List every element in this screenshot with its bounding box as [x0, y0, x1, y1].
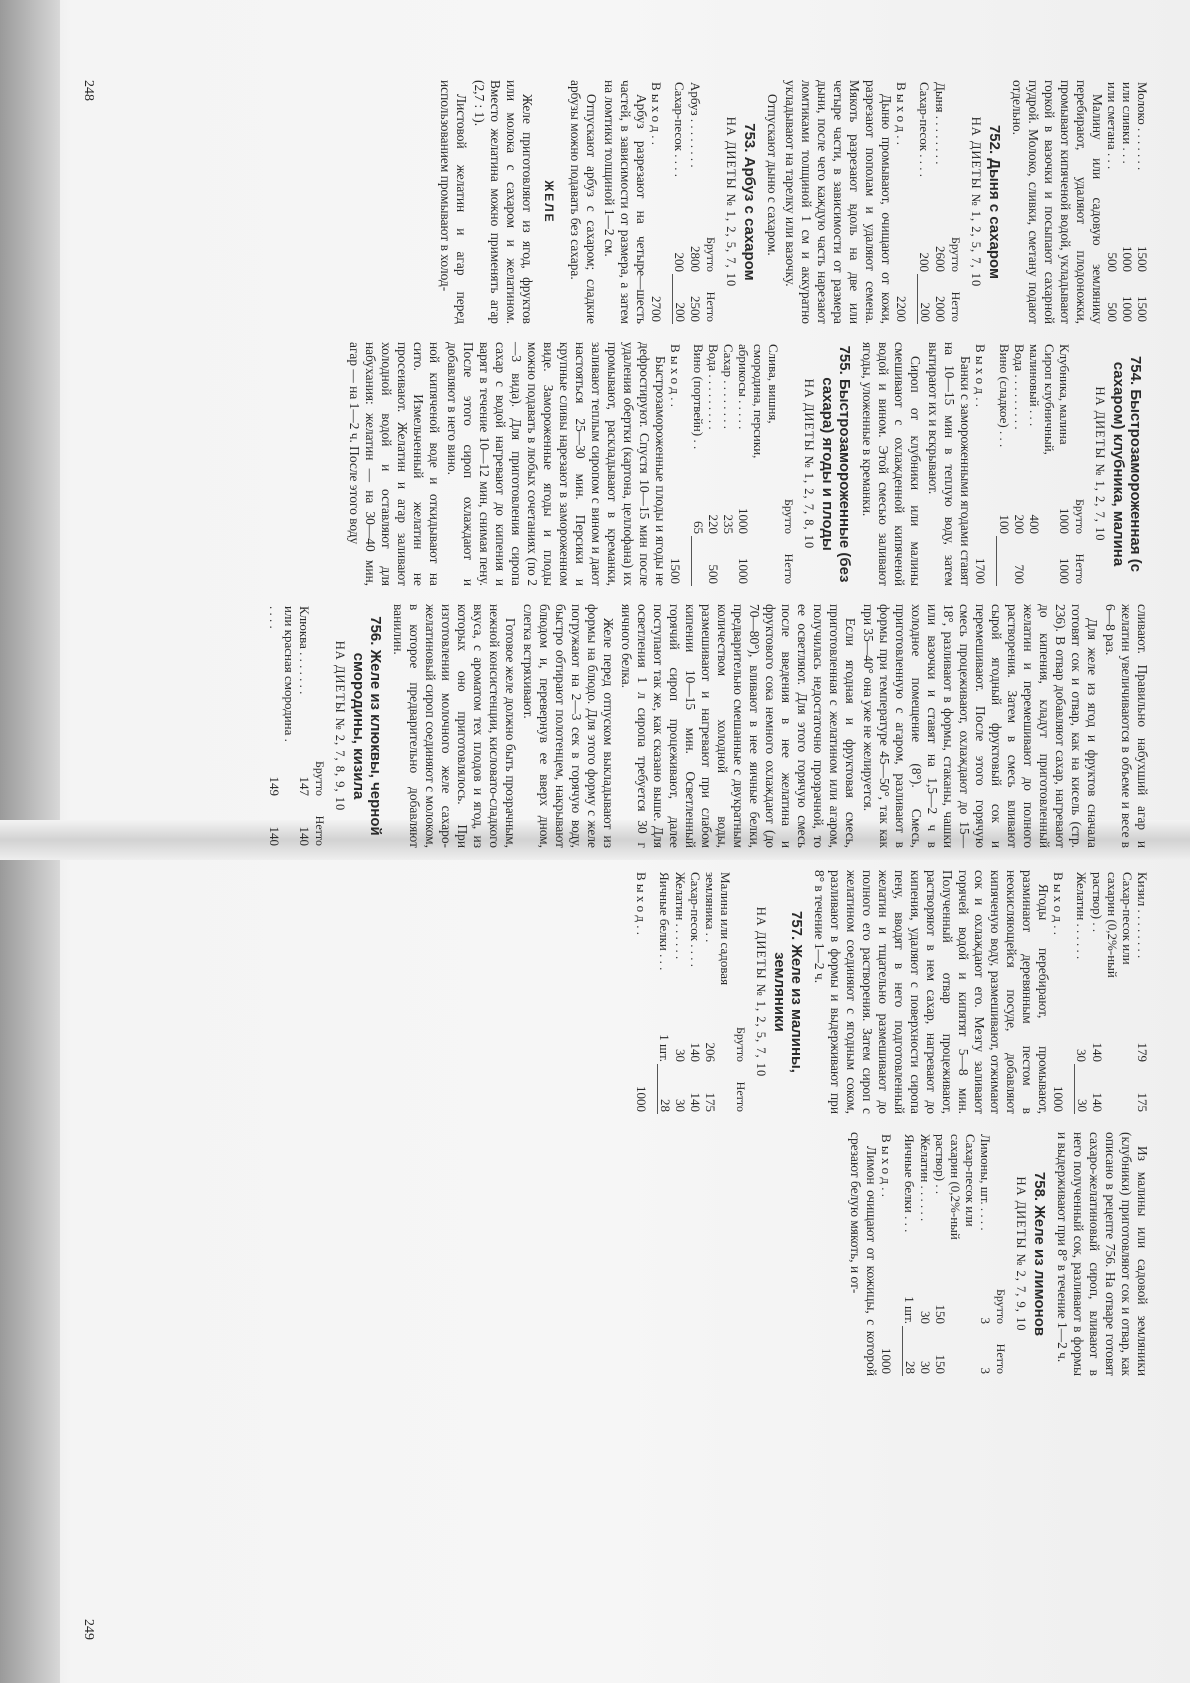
recipe-title: 758. Желе из лимонов — [1031, 1171, 1048, 1337]
yield-label: В ы х о д . . — [634, 872, 649, 936]
netto-header: Нетто — [994, 1343, 1008, 1374]
brutto-value: 200 — [917, 252, 933, 272]
ingredient-row — [722, 342, 737, 586]
yield-row — [1051, 870, 1075, 1114]
ingredient-row — [1135, 80, 1150, 324]
netto-value: 140 — [1090, 1092, 1105, 1112]
recipe-text: Листовой желатин и агар перед использованием промывают в холод- — [438, 80, 469, 324]
ingredient-table — [1051, 870, 1150, 1114]
right-page-column-2 — [845, 1132, 1150, 1376]
ingredient-table — [649, 80, 719, 324]
netto-value: 28 — [658, 1099, 673, 1112]
brutto-value: 200 — [672, 252, 688, 272]
yield-label: В ы х о д . . — [668, 344, 683, 408]
brutto-header: Брутто — [313, 760, 327, 796]
netto-value — [692, 536, 707, 586]
ingredient-row — [933, 80, 948, 324]
ingredient-name: или красная смородина . . . . . — [267, 606, 297, 742]
recipe-text: Ягоды перебирают, промывают, разминают деревянным пестом в неокисляющейся посуде, добавляют кипяченую воду, размешивают, отжимают сок и охлаждают его. Мезгу заливают горячей водой и кипятят 5—8 мин. Полученный отвар процеживают, растворяют в нем сахар, нагревают до кипения, удаляют с поверхности сиропа пену, вводят в него подготовленный желатин и тщательно размешивают до полного его растворения. Затем сироп с желатином соединяют с ягодным соком, разливают в формы и выдерживают при 8° в течение 1—2 ч. — [812, 870, 1051, 1114]
ingredient-table — [879, 1132, 1009, 1376]
recipe-text: Отпускают дыню с сахаром. — [765, 94, 780, 256]
ingredient-name: Сахар-песок . . . . — [917, 82, 933, 178]
diet-numbers: НА ДИЕТЫ № 2, 7, 9, 10 — [1014, 1176, 1028, 1332]
diet-numbers: НА ДИЕТЫ № 1, 2, 5, 7, 10 — [754, 906, 768, 1078]
ingredient-row — [737, 342, 752, 586]
ingredient-name: Молоко . . . . . . . — [1135, 82, 1150, 171]
brutto-value: 140 — [1090, 1042, 1105, 1062]
brutto-value: 1000 — [736, 508, 752, 534]
left-page-column-3 — [267, 604, 1150, 848]
brutto-header: Брутто — [734, 1026, 748, 1062]
brutto-value: 500 — [1105, 252, 1120, 272]
recipe-text: Готовое желе должно быть прозрачным, нежной консистенции, кисловато-сладкого вкуса, с ароматом тех плодов и ягод, из которых оно приготовлялось. При изготовлении молочного желе сахаро-желатиновый сироп соединяют с молоком, в которое предварительно добавляют ванилин. — [391, 604, 518, 848]
ingredient-row — [978, 1132, 993, 1376]
recipe-title: 755. Быстрозамороженные (без сахара) ягоды и плоды — [819, 345, 854, 583]
ingredient-table — [974, 342, 1089, 586]
recipe-text: сливают. Правильно набухший агар и желатин увеличиваются в объеме и весе в 6—8 раз. — [1103, 604, 1150, 848]
ingredient-row — [1027, 342, 1042, 586]
ingredient-table — [1105, 80, 1150, 324]
diet-numbers: НА ДИЕТЫ № 1, 2, 7, 8, 10 — [802, 378, 817, 550]
brutto-header: Брутто — [704, 236, 718, 272]
ingredient-name: Яичные белки . . . — [657, 872, 673, 971]
netto-value: 700 — [1012, 564, 1027, 584]
ingredient-name: Желатин . . . . . . — [918, 1134, 933, 1222]
ingredient-row — [752, 342, 782, 586]
netto-value: 2500 — [688, 296, 703, 322]
diet-numbers: НА ДИЕТЫ № 1, 2, 7, 10 — [1093, 386, 1107, 542]
yield-value: 1700 — [974, 536, 998, 586]
ingredient-name: Вода . . . . . . . . . — [1012, 344, 1027, 430]
ingredient-name: Желатин . . . . . . — [673, 872, 688, 960]
ingredient-row — [707, 342, 722, 586]
left-page-column-2 — [344, 342, 1150, 586]
netto-value: 30 — [673, 1099, 688, 1112]
brutto-value: 147 — [297, 776, 312, 796]
yield-value: 1500 — [668, 536, 692, 586]
netto-value — [997, 536, 1012, 586]
netto-value — [722, 536, 737, 586]
ingredient-row — [673, 80, 689, 324]
ingredient-name: Арбуз . . . . . . . . — [688, 82, 703, 168]
ingredient-name: Вино (сладкое) . . . — [997, 344, 1012, 448]
netto-header: Нетто — [704, 291, 718, 322]
brutto-value: 200 — [1012, 514, 1027, 534]
brutto-value — [752, 486, 782, 536]
ingredient-row — [688, 870, 703, 1114]
ingredient-name: Сироп клубничный, — [1042, 344, 1057, 455]
ingredient-name: или сметана . . . — [1105, 82, 1120, 170]
diet-numbers: НА ДИЕТЫ № 1, 2, 5, 7, 10 — [724, 116, 738, 288]
brutto-value: 1500 — [1135, 246, 1150, 272]
brutto-value: 2600 — [933, 246, 948, 272]
ingredient-row — [1075, 870, 1091, 1114]
yield-value: 1000 — [879, 1326, 903, 1376]
netto-value: 200 — [918, 302, 933, 322]
brutto-value: 179 — [1135, 1042, 1150, 1062]
ingredient-row — [1012, 342, 1027, 586]
netto-header: Нетто — [782, 553, 797, 584]
yield-label: В ы х о д . . — [973, 344, 989, 408]
page-number: 248 — [81, 80, 96, 101]
brutto-value: 140 — [688, 1042, 703, 1062]
brutto-value: 30 — [918, 1311, 933, 1324]
ingredient-name: Вино (портвейн) . . — [691, 344, 707, 450]
recipe-text: Отпускают арбуз с сахаром; сладкие арбузы можно подавать без сахара. — [568, 80, 599, 324]
ingredient-name: Сахар-песок . . . . — [672, 82, 688, 178]
brutto-value: 3 — [978, 1317, 993, 1324]
ingredient-row — [918, 80, 934, 324]
netto-value: 30 — [918, 1361, 933, 1374]
netto-value: 2000 — [933, 296, 948, 322]
brutto-value: 149 — [267, 776, 282, 796]
netto-value: 150 — [933, 1354, 948, 1374]
ingredient-row — [903, 1132, 919, 1376]
page-number: 249 — [81, 1619, 96, 1640]
ingredient-name: Лимоны, шт. . . . . — [978, 1134, 993, 1231]
brutto-header: Брутто — [1073, 498, 1087, 534]
ingredient-row — [703, 870, 733, 1114]
yield-row — [634, 870, 658, 1114]
netto-header: Нетто — [734, 1081, 748, 1112]
brutto-value: 150 — [933, 1304, 948, 1324]
yield-label: В ы х о д . . — [894, 82, 909, 146]
left-page-column-1 — [435, 80, 1150, 324]
ingredient-row — [1120, 80, 1135, 324]
book-spread — [80, 80, 1150, 1640]
recipe-title: 753. Арбуз с сахаром — [741, 123, 758, 281]
brutto-value: 30 — [673, 1049, 688, 1062]
brutto-value: 1000 — [1057, 508, 1072, 534]
brutto-value: 220 — [706, 514, 722, 534]
ingredient-name: Сахар . . . . . . . . — [721, 344, 737, 430]
ingredient-row — [1135, 870, 1150, 1114]
brutto-value: 30 — [1074, 1049, 1090, 1062]
brutto-value: 2800 — [688, 246, 703, 272]
yield-row — [894, 80, 918, 324]
yield-label: В ы х о д . . — [1051, 872, 1066, 936]
brutto-value: 1000 — [1120, 246, 1135, 272]
netto-value: 140 — [297, 826, 312, 846]
yield-row — [668, 342, 692, 586]
ingredient-name: Малина или садовая земляника . . — [703, 872, 733, 986]
netto-value: 30 — [1075, 1099, 1090, 1112]
recipe-title: 752. Дыня с сахаром — [986, 124, 1003, 280]
netto-value: 28 — [903, 1361, 918, 1374]
ingredient-row — [267, 604, 297, 848]
netto-header: Нетто — [1073, 553, 1087, 584]
ingredient-name: Дыня . . . . . . . . — [933, 82, 948, 165]
recipe-text: Желе приготовляют из ягод, фруктов или молока с сахаром и желатином. Вместо желатина можно применять агар (2,7 : 1). — [472, 80, 535, 324]
ingredient-name: Клубника, малина — [1057, 344, 1072, 445]
netto-value: 500 — [1105, 302, 1120, 322]
recipe-title: 757. Желе из малины, земляники — [771, 911, 805, 1073]
yield-value: 1000 — [1051, 1064, 1075, 1114]
yield-row — [879, 1132, 903, 1376]
brutto-value: 1 шт. — [902, 1296, 918, 1324]
ingredient-row — [297, 604, 312, 848]
recipe-text: Быстрозамороженные плоды и ягоды не дефростируют. Спустя 10—15 мин после удаления обертки (картона, целлофана) их промывают, раскладывают в креманки, заливают теплым сиропом с вином и дают настояться 25—30 мин. Персики и крупные сливы нарезают в замороженном виде. Замороженные ягоды и плоды можно подавать в любых сочетаниях (по 2—3 вида). Для приготовления сиропа сахар с водой нагревают до кипения и варят в течение 10—12 мин, снимая пену. После этого сироп охлаждают и добавляют в него вино. — [445, 342, 668, 586]
ingredient-name: Слива, вишня, смородина, персики, — [751, 344, 782, 459]
ingredient-name: Вода . . . . . . . . . — [706, 344, 722, 430]
yield-value: 1000 — [634, 1064, 658, 1114]
ingredient-row — [658, 870, 674, 1114]
yield-value: 2700 — [649, 274, 673, 324]
ingredient-name: Сахар-песок или сахарин (0,2%-ный раствор) . . — [1090, 872, 1135, 978]
diet-numbers: НА ДИЕТЫ № 1, 2, 5, 7, 10 — [969, 116, 983, 288]
recipe-text: ной кипяченой воде и откидывают на сито. Измельченный желатин не просеивают. Желатин и агар заливают холодной водой и оставляют для набухания: желатин — на 30—40 мин, агар — на 1—2 ч. После этого воду — [347, 342, 442, 586]
ingredient-row — [692, 342, 707, 586]
yield-row — [974, 342, 998, 586]
netto-value: 1000 — [736, 558, 752, 584]
netto-value: 200 — [673, 302, 688, 322]
recipe-text: Малину или садовую землянику перебирают, удаляют плодоножки, промывают кипяченой водой, укладывают горкой в вазочки и посыпают сахарной пудрой. Молоко, сливки, сметану подают отдельно. — [1010, 80, 1105, 324]
netto-value — [1027, 536, 1042, 586]
ingredient-row — [1090, 870, 1135, 1114]
netto-value: 140 — [267, 826, 282, 846]
page-249 — [80, 870, 1150, 1640]
brutto-header: Брутто — [782, 498, 797, 534]
ingredient-name: Сахар-песок или сахарин (0,2%-ный раствор) . . — [933, 1134, 978, 1240]
ingredient-table — [894, 80, 964, 324]
recipe-text: Для желе из ягод и фруктов сначала готовят сок и отвар, как на кисель (стр. 236). В отвар добавляют сахар, нагревают до кипения, кладут приготовленный желатин и перемешивают до полного растворения. Затем в смесь вливают сырой ягодный фруктовый сок и перемешивают. После этого горячую смесь процеживают, охлаждают до 15—18°, разливают в формы, стаканы, чашки или вазочки и ставят на 1,5—2 ч в холодное помещение (8°). Смесь, приготовленную с агаром, разливают в формы при температуре 45—50°, так как при 35—40° она уже не желируется. — [861, 604, 1100, 848]
brutto-header: Брутто — [949, 236, 963, 272]
ingredient-name: Клюква . . . . . . . — [297, 606, 312, 695]
netto-value: 500 — [706, 564, 722, 584]
netto-header: Нетто — [313, 815, 327, 846]
brutto-value: 400 — [1027, 514, 1042, 534]
brutto-value: 65 — [691, 521, 707, 534]
ingredient-name: Кизил . . . . . . . . — [1135, 872, 1150, 959]
yield-label: В ы х о д . . — [649, 82, 664, 146]
ingredient-row — [997, 342, 1012, 586]
recipe-text: Лимон очищают от кожицы, с которой срезают белую мякоть, и от- — [848, 1132, 879, 1376]
brutto-value: 206 — [703, 1042, 718, 1062]
ingredient-row — [1057, 342, 1072, 586]
diet-numbers: НА ДИЕТЫ № 2, 7, 8, 9, 10 — [333, 640, 347, 812]
ingredient-row — [1105, 80, 1120, 324]
recipe-title: 756. Желе из клюквы, черной смородины, кизила — [350, 616, 384, 836]
page-248 — [80, 80, 1150, 850]
yield-label: В ы х о д . . — [879, 1134, 894, 1198]
ingredient-name: малиновый . . . — [1027, 344, 1042, 427]
brutto-value: 100 — [997, 514, 1012, 534]
ingredient-name: Желатин . . . . . . — [1074, 872, 1090, 960]
yield-row — [649, 80, 673, 324]
ingredient-row — [933, 1132, 978, 1376]
netto-value: 3 — [978, 1367, 993, 1374]
netto-value: 1500 — [1135, 296, 1150, 322]
brutto-value: 1 шт. — [657, 1034, 673, 1062]
netto-value: 1000 — [1120, 296, 1135, 322]
ingredient-name: Яичные белки . . . — [902, 1134, 918, 1233]
ingredient-row — [1042, 342, 1057, 586]
netto-value: 175 — [703, 1092, 718, 1112]
ingredient-table — [634, 870, 749, 1114]
ingredient-table — [267, 604, 328, 848]
ingredient-name: абрикосы . . . . . — [736, 344, 752, 430]
ingredient-name: или сливки . . . — [1120, 82, 1135, 164]
netto-value: 140 — [688, 1092, 703, 1112]
brutto-value — [1042, 486, 1057, 536]
ingredient-name: Сахар-песок . . . . — [688, 872, 703, 968]
recipe-text: Банки с замороженными ягодами ставят на 10—15 мин в теплую воду, затем вытирают их и вскрывают. — [926, 342, 974, 586]
netto-value — [752, 536, 782, 586]
ingredient-row — [673, 870, 688, 1114]
ingredient-row — [918, 1132, 933, 1376]
recipe-text: Из малины или садовой земляники (клубники) приготовляют сок и отвар, как описано в рецепте 756. На отваре готовят сахаро-желатиновый сироп, вливают в него полученный сок, разливают в формы и выдерживают при 8° в течение 1—2 ч. — [1055, 1132, 1150, 1376]
brutto-header: Брутто — [994, 1288, 1008, 1324]
section-heading: ЖЕЛЕ — [542, 180, 556, 224]
netto-value — [1042, 536, 1057, 586]
recipe-text: Если ягодная и фруктовая смесь, приготовленная с желатином или агаром, получилась недостаточно прозрачной, то ее осветляют. Для этого горячую смесь после введения в нее желатина и фруктового сока немного охлаждают (до 70—80°), вливают в нее яичные белки, предварительно смешанные с двукратным количеством холодной воды, размешивают и нагревают при слабом кипении 10—15 мин. Осветленный горячий сироп процеживают, далее поступают так же, как сказано выше. Для осветления 1 л сиропа требуется 30 г яичного белка. — [619, 604, 858, 848]
ingredient-row — [688, 80, 703, 324]
recipe-text: Сироп от клубники или малины смешивают с охлажденной кипяченой водой и вином. Этой смесью заливают ягоды, уложенные в креманки. — [860, 342, 924, 586]
recipe-text: Дыню промывают, очищают от кожи, разрезают пополам и удаляют семена. Мякоть разрезают вдоль на две или четыре части, в зависимости от размера дыни, после чего каждую часть нарезают ломтиками толщиной 1 см и аккуратно укладывают на тарелку или вазочку. — [783, 80, 894, 324]
netto-value: 1000 — [1057, 558, 1072, 584]
right-page-column-1 — [634, 870, 1150, 1114]
recipe-text: Арбуз разрезают на четыре—шесть частей, в зависимости от размера, а затем на ломтики толщиной 1—2 см. — [602, 80, 649, 324]
yield-value: 2200 — [894, 274, 918, 324]
netto-header: Нетто — [949, 291, 963, 322]
recipe-text: Желе перед отпуском выкладывают из формы на блюдо. Для этого форму с желе погружают на 2—3 сек в горячую воду, быстро обтирают полотенцем, накрывают блюдом и, перевернув ее вверх дном, слегка встряхивают. — [521, 604, 616, 848]
netto-value: 175 — [1135, 1092, 1150, 1112]
ingredient-table — [668, 342, 798, 586]
brutto-value: 235 — [721, 514, 737, 534]
recipe-title: 754. Быстрозамороженная (с сахаром) клубника, малина — [1110, 355, 1144, 573]
